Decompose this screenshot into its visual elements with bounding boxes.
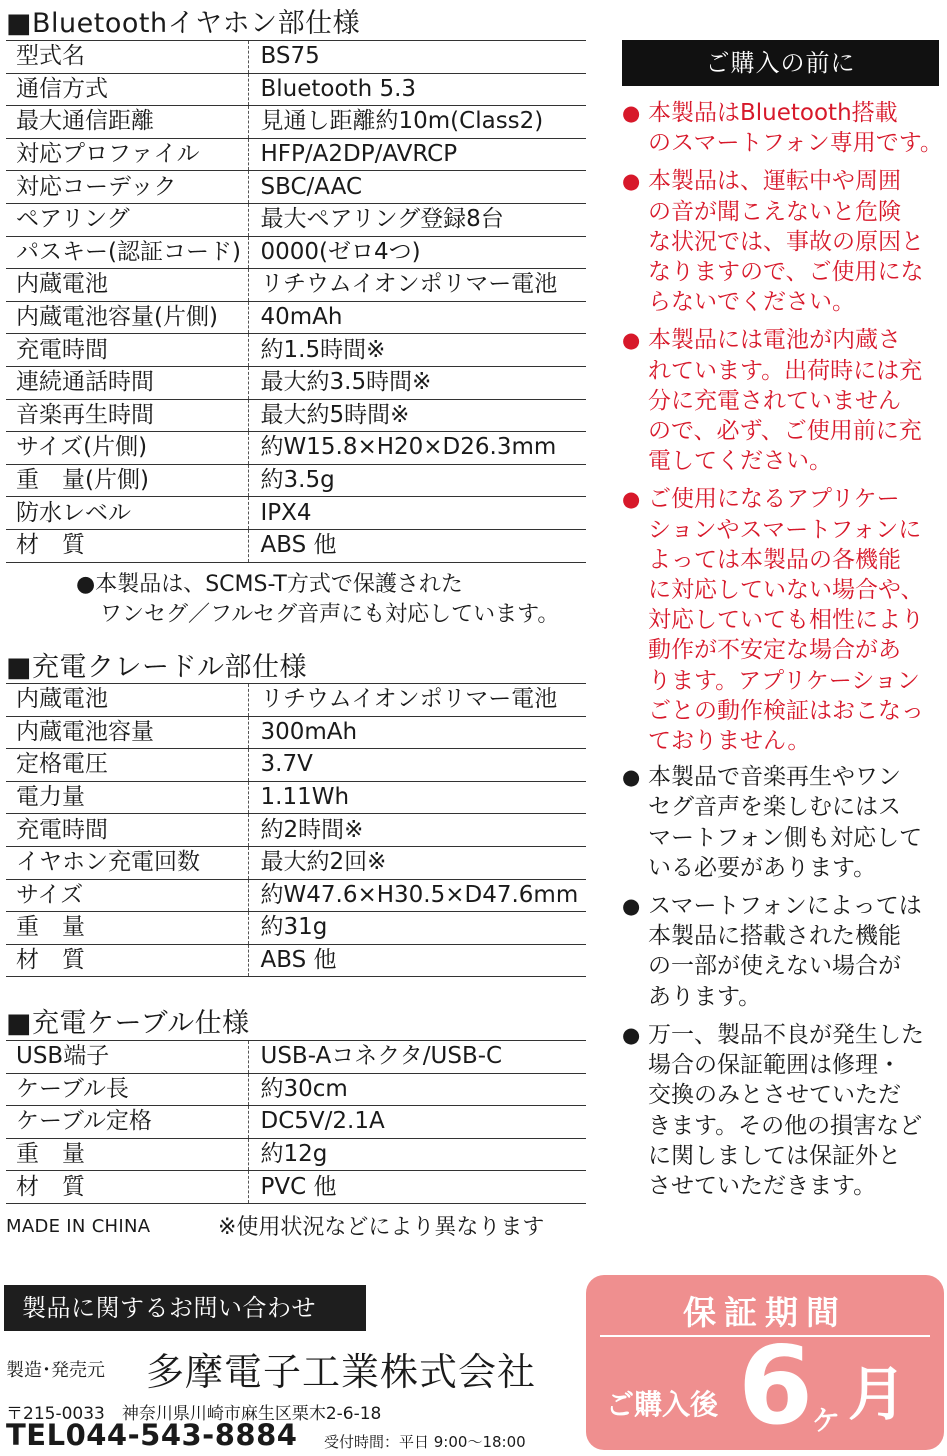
cable-spec-value: USB-Aコネクタ/USB-C [248, 1041, 586, 1074]
warranty-unit: 月 [848, 1360, 907, 1428]
maker-name: 多摩電子工業株式会社 [146, 1350, 537, 1394]
before-purchase-line: 万一、製品不良が発生した [648, 1021, 924, 1048]
bullet-dot-icon: ● [622, 169, 641, 194]
earphone-spec-label: 対応プロファイル [6, 138, 248, 171]
earphone-spec-label: サイズ(片側) [6, 432, 248, 465]
earphone-spec-row [6, 464, 586, 497]
cradle-spec-value: 300mAh [248, 716, 586, 749]
earphone-spec-label: ペアリング [6, 203, 248, 236]
usage-note: ※使用状況などにより異なります [218, 1215, 545, 1240]
earphone-spec-value: IPX4 [248, 497, 586, 530]
before-purchase-line: 本製品で音楽再生やワン [648, 764, 901, 791]
warranty-title: 保証期間 [683, 1293, 847, 1332]
cradle-spec-row [6, 684, 586, 717]
earphone-spec-label: 最大通信距離 [6, 106, 248, 139]
before-purchase-line: 場合の保証範囲は修理・ [648, 1052, 901, 1079]
cradle-spec-row [6, 944, 586, 977]
earphone-spec-value: 最大約5時間※ [248, 399, 586, 432]
cradle-spec-value: 3.7V [248, 749, 586, 782]
cradle-spec-row [6, 781, 586, 814]
before-purchase-line: させていただきます。 [648, 1172, 877, 1199]
cradle-spec-value: 約2時間※ [248, 814, 586, 847]
before-purchase-list [622, 98, 944, 1201]
cable-spec-value: PVC 他 [248, 1171, 586, 1204]
earphone-spec-row [6, 138, 586, 171]
earphone-spec-label: 音楽再生時間 [6, 399, 248, 432]
earphone-spec-label: 対応コーデック [6, 171, 248, 204]
cradle-spec-label: 電力量 [6, 781, 248, 814]
earphone-spec-label: 重 量(片側) [6, 464, 248, 497]
before-purchase-line: ごとの動作検証はおこなっ [648, 697, 924, 724]
cable-spec-value: 約30cm [248, 1073, 586, 1106]
earphone-spec-row [6, 41, 586, 74]
cable-spec-row [6, 1073, 586, 1106]
earphone-spec-row [6, 399, 586, 432]
earphone-spec-label: 連続通話時間 [6, 366, 248, 399]
before-purchase-line: 動作が不安定な場合があ [648, 637, 901, 664]
before-purchase-line: スマートフォンによっては [648, 893, 922, 920]
before-purchase-line: よっては本製品の各機能 [648, 546, 901, 573]
cable-spec-label: 重 量 [6, 1138, 248, 1171]
warranty-ka: ケ [812, 1404, 841, 1437]
before-purchase-line: 本製品に搭載された機能 [648, 923, 901, 950]
before-purchase-item [622, 325, 944, 476]
before-purchase-line: ります。アプリケーション [648, 667, 920, 694]
before-purchase-item [622, 484, 944, 756]
cradle-spec-label: 内蔵電池 [6, 684, 248, 717]
cable-spec-label: ケーブル定格 [6, 1106, 248, 1139]
bullet-dot-icon: ● [622, 328, 641, 353]
cradle-spec-label: 重 量 [6, 912, 248, 945]
before-purchase-line: きます。その他の損害など [648, 1112, 923, 1139]
before-purchase-line: いる必要があります。 [648, 854, 877, 881]
earphone-spec-row [6, 366, 586, 399]
cable-spec-row [6, 1171, 586, 1204]
earphone-spec-value: SBC/AAC [248, 171, 586, 204]
earphone-spec-label: 型式名 [6, 41, 248, 74]
earphone-spec-row [6, 171, 586, 204]
cradle-spec-label: 材 質 [6, 944, 248, 977]
earphone-spec-row [6, 269, 586, 302]
before-purchase-line: 交換のみとさせていただ [648, 1082, 901, 1109]
before-purchase-line: らないでください。 [648, 289, 855, 316]
before-purchase-line: な状況では、事故の原因と [648, 228, 924, 255]
earphone-spec-value: Bluetooth 5.3 [248, 73, 586, 106]
before-purchase-line: 電してください。 [648, 448, 832, 475]
cable-spec-value: DC5V/2.1A [248, 1106, 586, 1139]
earphone-spec-row [6, 106, 586, 139]
cable-spec-title: ■充電ケーブル仕様 [6, 1008, 250, 1039]
bullet-dot-icon: ● [622, 487, 641, 512]
cradle-spec-row [6, 716, 586, 749]
business-hours: 受付時間：平日 9:00～18:00 [324, 1433, 526, 1451]
bullet-dot-icon: ● [622, 765, 641, 790]
earphone-spec-value: 最大ペアリング登録8台 [248, 203, 586, 236]
before-purchase-item [622, 891, 944, 1012]
cradle-spec-value: 約31g [248, 912, 586, 945]
earphone-spec-label: 通信方式 [6, 73, 248, 106]
earphone-spec-label: 防水レベル [6, 497, 248, 530]
earphone-spec-value: HFP/A2DP/AVRCP [248, 138, 586, 171]
before-purchase-line: ので、必ず、ご使用前に充 [648, 418, 922, 445]
cradle-spec-title: ■充電クレードル部仕様 [6, 652, 308, 683]
cradle-spec-value: 約W47.6×H30.5×D47.6mm [248, 879, 586, 912]
cradle-spec-row [6, 879, 586, 912]
earphone-spec-value: 見通し距離約10m(Class2) [248, 106, 586, 139]
earphone-spec-value: 約3.5g [248, 464, 586, 497]
before-purchase-line: マートフォン側も対応して [648, 824, 923, 851]
warranty-badge [586, 1275, 944, 1450]
earphone-spec-value: 約1.5時間※ [248, 334, 586, 367]
earphone-spec-row [6, 529, 586, 562]
before-purchase-line: れています。出荷時には充 [648, 357, 923, 384]
before-purchase-item [622, 166, 944, 317]
cradle-spec-row [6, 846, 586, 879]
made-in-label: MADE IN CHINA [6, 1216, 151, 1237]
warranty-after-purchase: ご購入後 [606, 1388, 719, 1421]
cable-spec-row [6, 1041, 586, 1074]
earphone-spec-label: 材 質 [6, 529, 248, 562]
scms-note-line1: ●本製品は、SCMS-T方式で保護された [76, 572, 463, 597]
cradle-spec-label: イヤホン充電回数 [6, 846, 248, 879]
earphone-spec-value: 最大約3.5時間※ [248, 366, 586, 399]
earphone-spec-row [6, 497, 586, 530]
earphone-spec-label: 内蔵電池容量(片側) [6, 301, 248, 334]
before-purchase-line: ご使用になるアプリケー [648, 486, 900, 513]
before-purchase-line: セグ音声を楽しむにはス [648, 794, 901, 821]
maker-label: 製造･発売元 [6, 1360, 105, 1381]
earphone-spec-label: 内蔵電池 [6, 269, 248, 302]
cable-spec-label: USB端子 [6, 1041, 248, 1074]
earphone-spec-title: ■Bluetoothイヤホン部仕様 [6, 8, 361, 39]
before-purchase-line: のスマートフォン専用です。 [648, 130, 943, 157]
cradle-spec-table [6, 683, 586, 977]
cradle-spec-label: 内蔵電池容量 [6, 716, 248, 749]
before-purchase-line: 本製品は、運転中や周囲 [648, 168, 901, 195]
cradle-spec-row [6, 814, 586, 847]
cradle-spec-row [6, 912, 586, 945]
earphone-spec-value: 約W15.8×H20×D26.3mm [248, 432, 586, 465]
cradle-spec-value: 最大約2回※ [248, 846, 586, 879]
cable-spec-row [6, 1138, 586, 1171]
earphone-spec-label: 充電時間 [6, 334, 248, 367]
before-purchase-line: ションやスマートフォンに [648, 516, 922, 543]
cable-spec-table [6, 1040, 586, 1204]
warranty-number: 6 [738, 1324, 814, 1449]
before-purchase-line: なりますので、ご使用にな [648, 259, 924, 286]
cable-spec-label: 材 質 [6, 1171, 248, 1204]
before-purchase-line: の一部が使えない場合が [648, 953, 901, 980]
cable-spec-row [6, 1106, 586, 1139]
earphone-spec-value: BS75 [248, 41, 586, 74]
earphone-spec-row [6, 203, 586, 236]
earphone-spec-table [6, 40, 586, 563]
earphone-spec-value: リチウムイオンポリマー電池 [248, 269, 586, 302]
earphone-spec-value: ABS 他 [248, 529, 586, 562]
earphone-spec-row [6, 334, 586, 367]
before-purchase-line: に関しましては保証外と [648, 1142, 901, 1169]
earphone-spec-row [6, 432, 586, 465]
cable-spec-value: 約12g [248, 1138, 586, 1171]
earphone-spec-value: 0000(ゼロ4つ) [248, 236, 586, 269]
before-purchase-line: 分に充電されていません [648, 387, 901, 414]
earphone-spec-label: パスキー(認証コード) [6, 236, 248, 269]
inquiry-heading: 製品に関するお問い合わせ [4, 1285, 366, 1331]
before-purchase-item [622, 98, 944, 158]
telephone: TEL044-543-8884 [6, 1418, 298, 1452]
before-purchase-line: に対応していない場合や、 [648, 577, 924, 604]
address: 〒215-0033 神奈川県川崎市麻生区栗木2-6-18 [6, 1404, 382, 1424]
before-purchase-item [622, 1020, 944, 1201]
cradle-spec-label: 充電時間 [6, 814, 248, 847]
scms-note-line2: ワンセグ／フルセグ音声にも対応しています。 [100, 602, 560, 627]
cradle-spec-value: ABS 他 [248, 944, 586, 977]
cradle-spec-label: 定格電圧 [6, 749, 248, 782]
before-purchase-heading: ご購入の前に [622, 40, 939, 86]
before-purchase-line: 本製品には電池が内蔵さ [648, 327, 901, 354]
earphone-spec-row [6, 236, 586, 269]
earphone-spec-row [6, 73, 586, 106]
bullet-dot-icon: ● [622, 894, 641, 919]
earphone-spec-value: 40mAh [248, 301, 586, 334]
before-purchase-line: 対応していても相性により [648, 607, 924, 634]
cradle-spec-row [6, 749, 586, 782]
before-purchase-line: の音が聞こえないと危険 [648, 198, 901, 225]
earphone-spec-row [6, 301, 586, 334]
before-purchase-line: ておりません。 [648, 728, 811, 755]
bullet-dot-icon: ● [622, 1022, 641, 1047]
cradle-spec-value: リチウムイオンポリマー電池 [248, 684, 586, 717]
before-purchase-line: あります。 [648, 983, 762, 1010]
before-purchase-item [622, 762, 944, 883]
bullet-dot-icon: ● [622, 101, 641, 125]
cradle-spec-label: サイズ [6, 879, 248, 912]
before-purchase-line: 本製品はBluetooth搭載 [648, 100, 898, 126]
cradle-spec-value: 1.11Wh [248, 781, 586, 814]
cable-spec-label: ケーブル長 [6, 1073, 248, 1106]
